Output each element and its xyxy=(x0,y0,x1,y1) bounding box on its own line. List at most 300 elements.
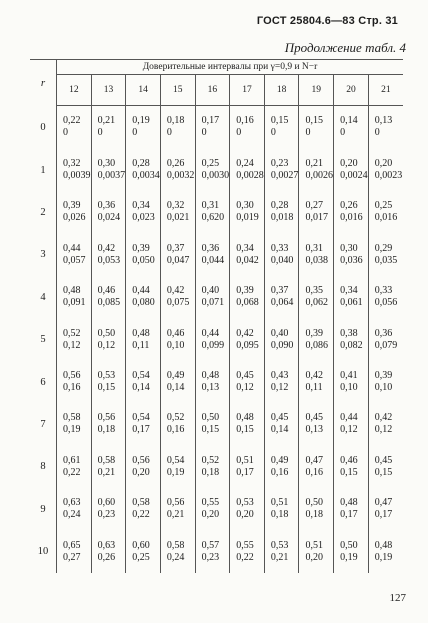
interval-cell xyxy=(230,530,265,573)
interval-cell xyxy=(160,106,195,149)
lower-bound: 0,057 xyxy=(63,254,86,266)
row-label-r: 4 xyxy=(40,291,46,303)
upper-bound: 0,56 xyxy=(63,370,81,382)
interval-cell xyxy=(195,446,230,488)
lower-bound: 0,22 xyxy=(63,466,81,478)
upper-bound: 0,20 xyxy=(340,158,358,169)
interval-cell xyxy=(334,318,369,360)
interval-cell xyxy=(299,149,334,191)
interval-cell xyxy=(230,318,265,360)
lower-bound: 0,079 xyxy=(374,339,398,351)
interval-cell xyxy=(195,530,230,573)
upper-bound: 0,56 xyxy=(132,454,150,466)
upper-bound: 0,50 xyxy=(305,497,323,509)
upper-bound: 0,48 xyxy=(201,370,220,382)
lower-bound: 0,19 xyxy=(374,551,393,563)
lower-bound: 0,0024 xyxy=(340,170,368,181)
upper-bound: 0,13 xyxy=(374,115,393,127)
lower-bound: 0,620 xyxy=(201,212,225,224)
lower-bound: 0,24 xyxy=(166,551,185,563)
lower-bound: 0 xyxy=(63,127,68,139)
interval-cell xyxy=(264,361,299,403)
lower-bound: 0,14 xyxy=(166,382,185,394)
upper-bound: 0,30 xyxy=(236,200,254,212)
upper-bound: 0,34 xyxy=(236,242,254,254)
lower-bound: 0,016 xyxy=(340,212,363,224)
lower-bound: 0,12 xyxy=(340,424,358,436)
upper-bound: 0,24 xyxy=(236,158,254,169)
interval-cell xyxy=(264,191,299,233)
lower-bound: 0,062 xyxy=(305,297,328,309)
lower-bound: 0,21 xyxy=(166,509,185,521)
interval-cell xyxy=(230,403,265,445)
upper-bound: 0,58 xyxy=(63,412,81,424)
upper-bound: 0,23 xyxy=(270,158,289,169)
upper-bound: 0,42 xyxy=(374,412,393,424)
upper-bound: 0,20 xyxy=(374,158,393,169)
upper-bound: 0,45 xyxy=(305,412,323,424)
upper-bound: 0,60 xyxy=(132,539,150,551)
upper-bound: 0,27 xyxy=(305,200,323,212)
lower-bound: 0,0030 xyxy=(201,170,230,181)
row-label-r: 10 xyxy=(37,546,49,558)
upper-bound: 0,63 xyxy=(97,539,116,551)
lower-bound: 0,18 xyxy=(97,424,116,436)
upper-bound: 0,36 xyxy=(97,200,116,212)
interval-cell xyxy=(264,149,299,191)
interval-cell xyxy=(91,446,126,488)
interval-cell xyxy=(91,234,126,276)
interval-cell xyxy=(230,234,265,276)
interval-cell xyxy=(126,106,161,149)
lower-bound: 0,086 xyxy=(305,339,328,351)
upper-bound: 0,50 xyxy=(97,327,116,339)
lower-bound: 0 xyxy=(132,127,138,139)
lower-bound: 0,15 xyxy=(97,382,116,394)
lower-bound: 0,047 xyxy=(166,254,190,266)
table-row xyxy=(30,530,403,573)
upper-bound: 0,49 xyxy=(166,370,185,382)
interval-cell xyxy=(230,149,265,191)
interval-cell xyxy=(57,403,92,445)
upper-bound: 0,34 xyxy=(340,285,358,297)
lower-bound: 0 xyxy=(97,127,103,139)
upper-bound: 0,54 xyxy=(132,370,150,382)
interval-cell xyxy=(91,530,126,573)
lower-bound: 0,15 xyxy=(374,466,393,478)
lower-bound: 0,038 xyxy=(305,254,328,266)
interval-cell xyxy=(160,446,195,488)
interval-cell xyxy=(91,361,126,403)
upper-bound: 0,37 xyxy=(166,242,185,254)
lower-bound: 0,061 xyxy=(340,297,363,309)
interval-cell xyxy=(91,403,126,445)
interval-cell xyxy=(334,149,369,191)
lower-bound: 0,15 xyxy=(201,424,220,436)
interval-cell xyxy=(195,191,230,233)
upper-bound: 0,44 xyxy=(340,412,358,424)
lower-bound: 0,10 xyxy=(166,339,185,351)
upper-bound: 0,49 xyxy=(270,454,289,466)
interval-cell xyxy=(91,276,126,318)
lower-bound: 0,044 xyxy=(201,254,225,266)
interval-cell xyxy=(126,234,161,276)
interval-cell xyxy=(160,234,195,276)
lower-bound: 0,040 xyxy=(270,254,294,266)
upper-bound: 0,22 xyxy=(63,115,81,127)
interval-cell xyxy=(230,106,265,149)
column-header-n-r: 21 xyxy=(368,75,403,106)
upper-bound: 0,39 xyxy=(236,285,254,297)
interval-cell xyxy=(91,106,126,149)
confidence-interval-table xyxy=(30,59,403,573)
column-header-n-r: 20 xyxy=(334,75,369,106)
upper-bound: 0,52 xyxy=(201,454,220,466)
lower-bound: 0,17 xyxy=(132,424,150,436)
lower-bound: 0,27 xyxy=(63,551,81,563)
upper-bound: 0,38 xyxy=(340,327,358,339)
upper-bound: 0,31 xyxy=(201,200,220,212)
upper-bound: 0,45 xyxy=(374,454,393,466)
upper-bound: 0,19 xyxy=(132,115,150,127)
upper-bound: 0,36 xyxy=(201,242,220,254)
interval-cell xyxy=(91,149,126,191)
lower-bound: 0,12 xyxy=(63,339,81,351)
lower-bound: 0,075 xyxy=(166,297,190,309)
interval-cell xyxy=(126,276,161,318)
interval-cell xyxy=(368,488,403,530)
column-group-header: Доверительные интервалы при γ=0,9 и N−r xyxy=(57,60,404,75)
upper-bound: 0,55 xyxy=(236,539,254,551)
lower-bound: 0,018 xyxy=(270,212,294,224)
interval-cell xyxy=(195,488,230,530)
interval-cell xyxy=(57,149,92,191)
upper-bound: 0,35 xyxy=(305,285,323,297)
upper-bound: 0,44 xyxy=(201,327,220,339)
upper-bound: 0,43 xyxy=(270,370,289,382)
upper-bound: 0,15 xyxy=(305,115,323,127)
interval-cell xyxy=(91,318,126,360)
interval-cell xyxy=(334,276,369,318)
interval-cell xyxy=(299,106,334,149)
lower-bound: 0,024 xyxy=(97,212,121,224)
column-header-n-r: 15 xyxy=(160,75,195,106)
lower-bound: 0,26 xyxy=(97,551,116,563)
row-label-r: 1 xyxy=(40,164,46,176)
interval-cell xyxy=(264,106,299,149)
upper-bound: 0,17 xyxy=(201,115,220,127)
lower-bound: 0,14 xyxy=(270,424,289,436)
interval-cell xyxy=(368,234,403,276)
lower-bound: 0,17 xyxy=(236,466,254,478)
lower-bound: 0,053 xyxy=(97,254,121,266)
interval-cell xyxy=(195,318,230,360)
interval-cell xyxy=(57,361,92,403)
upper-bound: 0,40 xyxy=(201,285,220,297)
upper-bound: 0,52 xyxy=(63,327,81,339)
upper-bound: 0,41 xyxy=(340,370,358,382)
interval-cell xyxy=(299,488,334,530)
lower-bound: 0,16 xyxy=(305,466,323,478)
interval-cell xyxy=(126,530,161,573)
interval-cell xyxy=(126,446,161,488)
upper-bound: 0,42 xyxy=(305,370,323,382)
lower-bound: 0,11 xyxy=(132,339,150,351)
upper-bound: 0,32 xyxy=(63,158,81,169)
lower-bound: 0 xyxy=(236,127,242,139)
lower-bound: 0,18 xyxy=(305,509,323,521)
table-row xyxy=(30,191,403,233)
lower-bound: 0,12 xyxy=(97,339,116,351)
interval-cell xyxy=(334,191,369,233)
upper-bound: 0,56 xyxy=(166,497,185,509)
upper-bound: 0,42 xyxy=(97,242,116,254)
lower-bound: 0 xyxy=(305,127,311,139)
document-header: ГОСТ 25804.6—83 Стр. 31 xyxy=(256,15,398,27)
upper-bound: 0,32 xyxy=(166,200,185,212)
upper-bound: 0,33 xyxy=(270,242,289,254)
lower-bound: 0,20 xyxy=(305,551,323,563)
interval-cell xyxy=(334,488,369,530)
upper-bound: 0,37 xyxy=(270,285,289,297)
lower-bound: 0,15 xyxy=(340,466,358,478)
upper-bound: 0,26 xyxy=(166,158,185,169)
lower-bound: 0 xyxy=(340,127,346,139)
upper-bound: 0,25 xyxy=(374,200,393,212)
lower-bound: 0,19 xyxy=(166,466,185,478)
lower-bound: 0,12 xyxy=(374,424,393,436)
upper-bound: 0,46 xyxy=(340,454,358,466)
interval-cell xyxy=(126,149,161,191)
interval-cell xyxy=(368,403,403,445)
lower-bound: 0,017 xyxy=(305,212,328,224)
upper-bound: 0,53 xyxy=(270,539,289,551)
interval-cell xyxy=(126,318,161,360)
interval-cell xyxy=(160,149,195,191)
lower-bound: 0,17 xyxy=(340,509,358,521)
row-label-r: 0 xyxy=(40,121,46,133)
upper-bound: 0,39 xyxy=(63,200,81,212)
interval-cell xyxy=(334,106,369,149)
interval-cell xyxy=(299,361,334,403)
lower-bound: 0,019 xyxy=(236,212,259,224)
lower-bound: 0 xyxy=(166,127,172,139)
lower-bound: 0,021 xyxy=(166,212,190,224)
column-header-n-r: 13 xyxy=(91,75,126,106)
lower-bound: 0,035 xyxy=(374,254,398,266)
interval-cell xyxy=(230,276,265,318)
upper-bound: 0,21 xyxy=(305,158,323,169)
upper-bound: 0,26 xyxy=(340,200,358,212)
upper-bound: 0,50 xyxy=(201,412,220,424)
upper-bound: 0,51 xyxy=(305,539,323,551)
upper-bound: 0,57 xyxy=(201,539,220,551)
upper-bound: 0,31 xyxy=(305,242,323,254)
upper-bound: 0,18 xyxy=(166,115,185,127)
interval-cell xyxy=(160,403,195,445)
lower-bound: 0,11 xyxy=(305,382,323,394)
upper-bound: 0,15 xyxy=(270,115,289,127)
lower-bound: 0,13 xyxy=(201,382,220,394)
interval-cell xyxy=(126,361,161,403)
interval-cell xyxy=(57,488,92,530)
lower-bound: 0,056 xyxy=(374,297,398,309)
interval-cell xyxy=(264,488,299,530)
interval-cell xyxy=(195,361,230,403)
lower-bound: 0,0023 xyxy=(374,170,403,181)
lower-bound: 0,17 xyxy=(374,509,393,521)
interval-cell xyxy=(334,234,369,276)
interval-cell xyxy=(368,361,403,403)
lower-bound: 0 xyxy=(270,127,276,139)
lower-bound: 0,016 xyxy=(374,212,398,224)
upper-bound: 0,39 xyxy=(132,242,150,254)
lower-bound: 0,095 xyxy=(236,339,259,351)
lower-bound: 0,23 xyxy=(97,509,116,521)
interval-cell xyxy=(57,530,92,573)
lower-bound: 0,18 xyxy=(201,466,220,478)
table-row xyxy=(30,234,403,276)
lower-bound: 0,10 xyxy=(340,382,358,394)
upper-bound: 0,44 xyxy=(132,285,150,297)
lower-bound: 0,22 xyxy=(236,551,254,563)
upper-bound: 0,33 xyxy=(374,285,393,297)
row-label-r: 9 xyxy=(40,503,46,515)
lower-bound: 0,25 xyxy=(132,551,150,563)
lower-bound: 0 xyxy=(201,127,207,139)
interval-cell xyxy=(126,488,161,530)
lower-bound: 0,0028 xyxy=(236,170,264,181)
interval-cell xyxy=(230,191,265,233)
lower-bound: 0,24 xyxy=(63,509,81,521)
upper-bound: 0,44 xyxy=(63,242,81,254)
interval-cell xyxy=(334,530,369,573)
table-row xyxy=(30,149,403,191)
upper-bound: 0,29 xyxy=(374,242,393,254)
interval-cell xyxy=(160,530,195,573)
lower-bound: 0,080 xyxy=(132,297,155,309)
interval-cell xyxy=(160,361,195,403)
interval-cell xyxy=(264,318,299,360)
upper-bound: 0,48 xyxy=(340,497,358,509)
lower-bound: 0,082 xyxy=(340,339,363,351)
lower-bound: 0,071 xyxy=(201,297,225,309)
lower-bound: 0,14 xyxy=(132,382,150,394)
lower-bound: 0,16 xyxy=(63,382,81,394)
interval-cell xyxy=(57,234,92,276)
lower-bound: 0,091 xyxy=(63,297,86,309)
lower-bound: 0 xyxy=(374,127,380,139)
lower-bound: 0,0039 xyxy=(63,170,91,181)
upper-bound: 0,45 xyxy=(270,412,289,424)
interval-cell xyxy=(299,234,334,276)
interval-cell xyxy=(160,191,195,233)
interval-cell xyxy=(57,276,92,318)
interval-cell xyxy=(299,191,334,233)
upper-bound: 0,48 xyxy=(374,539,393,551)
upper-bound: 0,48 xyxy=(236,412,254,424)
table-row xyxy=(30,361,403,403)
column-header-n-r: 12 xyxy=(57,75,92,106)
lower-bound: 0,0026 xyxy=(305,170,333,181)
row-label-r: 3 xyxy=(40,249,46,261)
interval-cell xyxy=(368,530,403,573)
table-row xyxy=(30,488,403,530)
upper-bound: 0,65 xyxy=(63,539,81,551)
page-number: 127 xyxy=(389,592,406,604)
interval-cell xyxy=(160,276,195,318)
table-row xyxy=(30,318,403,360)
interval-cell xyxy=(299,530,334,573)
row-label-r: 8 xyxy=(40,461,46,473)
lower-bound: 0,12 xyxy=(270,382,289,394)
interval-cell xyxy=(91,191,126,233)
upper-bound: 0,30 xyxy=(97,158,116,169)
table-row xyxy=(30,106,403,149)
lower-bound: 0,023 xyxy=(132,212,155,224)
confidence-interval-table-wrap xyxy=(30,59,403,573)
lower-bound: 0,0032 xyxy=(166,170,195,181)
interval-cell xyxy=(299,403,334,445)
row-label-r: 2 xyxy=(40,206,46,218)
column-header-n-r: 18 xyxy=(264,75,299,106)
row-header-r: r xyxy=(30,60,57,106)
interval-cell xyxy=(57,446,92,488)
lower-bound: 0,099 xyxy=(201,339,225,351)
upper-bound: 0,39 xyxy=(305,327,323,339)
interval-cell xyxy=(195,234,230,276)
interval-cell xyxy=(299,276,334,318)
interval-cell xyxy=(126,403,161,445)
upper-bound: 0,56 xyxy=(97,412,116,424)
interval-cell xyxy=(264,446,299,488)
upper-bound: 0,28 xyxy=(270,200,289,212)
lower-bound: 0,21 xyxy=(270,551,289,563)
lower-bound: 0,18 xyxy=(270,509,289,521)
lower-bound: 0,19 xyxy=(340,551,358,563)
upper-bound: 0,60 xyxy=(97,497,116,509)
lower-bound: 0,0034 xyxy=(132,170,160,181)
upper-bound: 0,48 xyxy=(132,327,150,339)
lower-bound: 0,050 xyxy=(132,254,155,266)
interval-cell xyxy=(57,106,92,149)
upper-bound: 0,36 xyxy=(374,327,393,339)
lower-bound: 0,042 xyxy=(236,254,259,266)
lower-bound: 0,23 xyxy=(201,551,220,563)
upper-bound: 0,51 xyxy=(270,497,289,509)
lower-bound: 0,090 xyxy=(270,339,294,351)
lower-bound: 0,16 xyxy=(270,466,289,478)
upper-bound: 0,30 xyxy=(340,242,358,254)
upper-bound: 0,14 xyxy=(340,115,358,127)
interval-cell xyxy=(334,446,369,488)
upper-bound: 0,53 xyxy=(97,370,116,382)
lower-bound: 0,19 xyxy=(63,424,81,436)
column-header-n-r: 16 xyxy=(195,75,230,106)
interval-cell xyxy=(334,361,369,403)
row-label-r: 6 xyxy=(40,376,46,388)
interval-cell xyxy=(368,149,403,191)
upper-bound: 0,63 xyxy=(63,497,81,509)
upper-bound: 0,48 xyxy=(63,285,81,297)
interval-cell xyxy=(299,446,334,488)
upper-bound: 0,58 xyxy=(97,454,116,466)
table-row xyxy=(30,446,403,488)
column-header-n-r: 14 xyxy=(126,75,161,106)
lower-bound: 0,20 xyxy=(201,509,220,521)
upper-bound: 0,16 xyxy=(236,115,254,127)
lower-bound: 0,10 xyxy=(374,382,393,394)
